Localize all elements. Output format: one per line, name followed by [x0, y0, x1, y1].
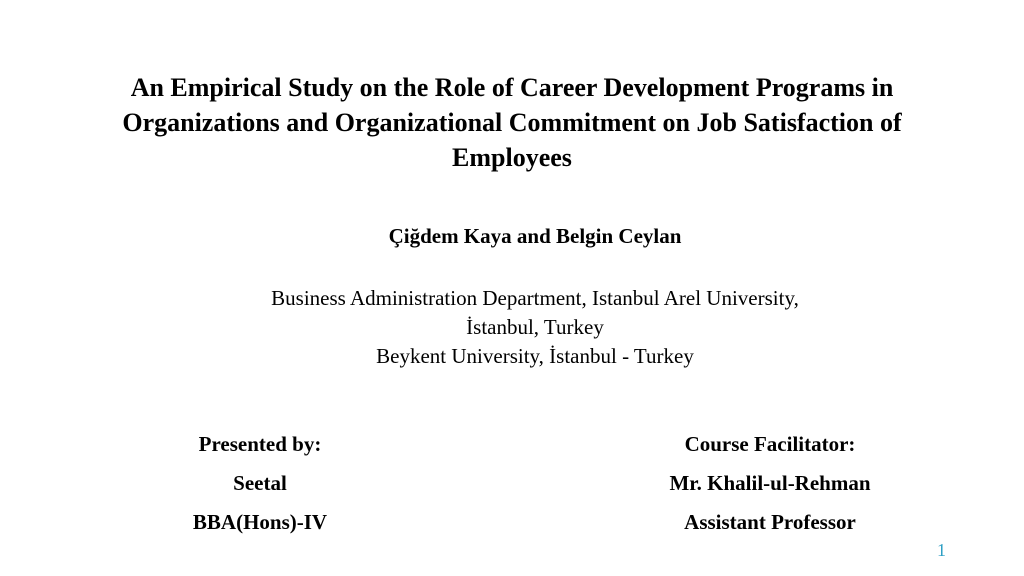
- title-line-1: An Empirical Study on the Role of Career Development Programs in: [130, 73, 894, 102]
- title-line-3: Employees: [452, 143, 572, 172]
- presenter-name: Seetal: [233, 471, 287, 495]
- slide-title: [30, 70, 994, 175]
- presenter-program: BBA(Hons)-IV: [192, 510, 328, 534]
- presenter-block: [130, 425, 390, 542]
- authors: Çiğdem Kaya and Belgin Ceylan: [388, 224, 682, 248]
- affiliations: [150, 284, 920, 371]
- facilitator-designation: Assistant Professor: [684, 510, 856, 534]
- affiliation-line-3: Beykent University, İstanbul - Turkey: [376, 344, 694, 368]
- affiliation-line-1: Business Administration Department, Istanbul Arel University,: [271, 286, 799, 310]
- facilitator-block: [610, 425, 930, 542]
- facilitator-heading: Course Facilitator:: [684, 432, 856, 456]
- affiliation-line-2: İstanbul, Turkey: [466, 315, 604, 339]
- presenter-heading: Presented by:: [198, 432, 322, 456]
- facilitator-name: Mr. Khalil-ul-Rehman: [669, 471, 871, 495]
- title-line-2: Organizations and Organizational Commitment on Job Satisfaction of: [122, 108, 902, 137]
- page-number: 1: [937, 540, 946, 560]
